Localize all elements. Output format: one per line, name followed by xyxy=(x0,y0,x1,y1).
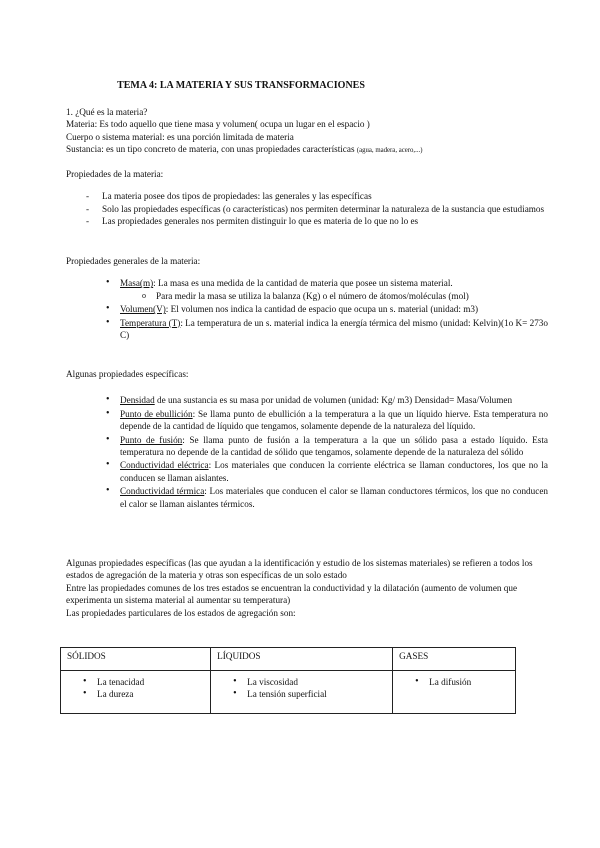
table-cell-liquidos xyxy=(211,671,393,714)
term-ebullicion: Punto de ebullición xyxy=(120,408,193,419)
table-cell-solidos xyxy=(61,671,211,714)
solidos-list xyxy=(67,676,204,701)
list-item: - Las propiedades generales nos permiten distinguir lo que es materia de lo que no lo es xyxy=(66,215,548,227)
list-item: • La viscosidad xyxy=(217,676,386,688)
estados-table xyxy=(60,647,516,714)
section-heading: Propiedades de la materia: xyxy=(66,169,164,179)
list-item-masa xyxy=(66,277,548,302)
definition-text: : Los materiales que conducen el calor se llaman conductores térmicos, los que no conducen el calor se llaman aislantes térmicos. xyxy=(120,486,548,509)
definition-sustancia xyxy=(66,143,548,157)
term-fusion: Punto de fusión xyxy=(120,434,183,445)
especificas-list xyxy=(66,394,548,510)
table-row xyxy=(61,671,516,714)
sub-item: o Para medir la masa se utiliza la balanza (Kg) o el número de átomos/moléculas (mol) xyxy=(120,290,548,302)
definition-text: : El volumen nos indica la cantidad de espacio que ocupa un s. material (unidad: m3) xyxy=(165,304,479,315)
term-densidad: Densidad xyxy=(120,395,155,406)
definition-materia xyxy=(66,118,548,130)
definition-text: : Los materiales que conducen la corriente eléctrica se llaman conductores, los que no la conducen se llaman aislantes. xyxy=(120,460,548,483)
definition-text: : La temperatura de un s. material indica la energía térmica del mismo (unidad: Kelvin)(1o K= 273o C) xyxy=(120,317,548,341)
definition-text: : Se llama punto de ebullición a la temperatura a la que un líquido hierve. Esta temperatura no depende de la cantidad de líquido que tengamos, solamente depende de la naturaleza del líquido. xyxy=(120,408,548,432)
list-item: • La tenacidad xyxy=(67,676,204,688)
paragraph: Entre las propiedades comunes de los tres estados se encuentran la conductividad y la dilatación (aumento de volumen que experimenta un sistema material al aumentar su temperatura) xyxy=(66,582,518,606)
term-conductividad-electrica: Conductividad eléctrica xyxy=(120,460,209,471)
list-item-ebullicion xyxy=(66,408,548,433)
definition-text: Sustancia: es un tipo concreto de materia, con unas propiedades características xyxy=(66,144,355,155)
term-materia: Materia xyxy=(66,119,95,130)
section-closing xyxy=(66,557,548,619)
term-conductividad-termica: Conductividad térmica xyxy=(120,486,205,497)
list-item-temperatura xyxy=(66,317,548,342)
definition-text: de una sustancia es su masa por unidad de volumen (unidad: Kg/ m3) Densidad= Masa/Volumen xyxy=(154,395,513,406)
section-heading: 1. ¿Qué es la materia? xyxy=(66,107,148,117)
paragraph: Las propiedades particulares de los estados de agregación son: xyxy=(66,607,296,618)
table-header: LÍQUIDOS xyxy=(211,648,393,671)
list-item: • La difusión xyxy=(399,676,509,688)
list-item-densidad xyxy=(66,394,548,406)
section-que-es-materia xyxy=(66,106,548,158)
page-title: TEMA 4: LA MATERIA Y SUS TRANSFORMACIONES xyxy=(117,80,365,91)
section-heading: Algunas propiedades específicas: xyxy=(66,369,189,379)
masa-sublist xyxy=(120,290,548,302)
section-propiedades-generales xyxy=(66,255,548,342)
term-volumen: Volumen(V) xyxy=(120,304,166,315)
table-header: GASES xyxy=(393,648,516,671)
term-masa: Masa(m) xyxy=(120,278,154,289)
examples-text: (agua, madera, acero,...) xyxy=(356,147,423,155)
propiedades-list xyxy=(66,190,548,227)
table-header-row xyxy=(61,648,516,671)
section-propiedades-especificas xyxy=(66,368,548,511)
definition-text: : Se llama punto de fusión a la temperatura a la que un sólido pasa a estado líquido. Esta temperatura no depende de la cantidad de sólido que tengamos, solamente depende de la naturaleza del sólido xyxy=(120,434,548,458)
table-cell-gases xyxy=(393,671,516,714)
section-heading: Propiedades generales de la materia: xyxy=(66,256,201,266)
list-item-conductividad-termica xyxy=(66,485,548,510)
generales-list xyxy=(66,277,548,341)
list-item: - Solo las propiedades específicas (o características) nos permiten determinar la naturaleza de la sustancia que estudiamos xyxy=(66,203,548,215)
gases-list xyxy=(399,676,509,688)
list-item: • La tensión superficial xyxy=(217,688,386,700)
table-header: SÓLIDOS xyxy=(61,648,211,671)
paragraph: Algunas propiedades específicas (las que ayudan a la identificación y estudio de los sistemas materiales) se refieren a todos los estados de agregación de la materia y otras son específicas de un solo estado xyxy=(66,558,533,581)
section-propiedades xyxy=(66,168,548,228)
list-item: • La dureza xyxy=(67,688,204,700)
list-item-volumen xyxy=(66,303,548,315)
list-item-fusion xyxy=(66,434,548,459)
list-item: - La materia posee dos tipos de propiedades: las generales y las específicas xyxy=(66,190,548,202)
liquidos-list xyxy=(217,676,386,701)
term-temperatura: Temperatura (T) xyxy=(120,317,181,328)
definition-cuerpo: Cuerpo o sistema material: es una porción limitada de materia xyxy=(66,131,294,142)
definition-text: : Es todo aquello que tiene masa y volumen( ocupa un lugar en el espacio ) xyxy=(94,119,370,130)
definition-text: : La masa es una medida de la cantidad de materia que posee un sistema material. xyxy=(153,278,453,289)
list-item-conductividad-electrica xyxy=(66,459,548,484)
